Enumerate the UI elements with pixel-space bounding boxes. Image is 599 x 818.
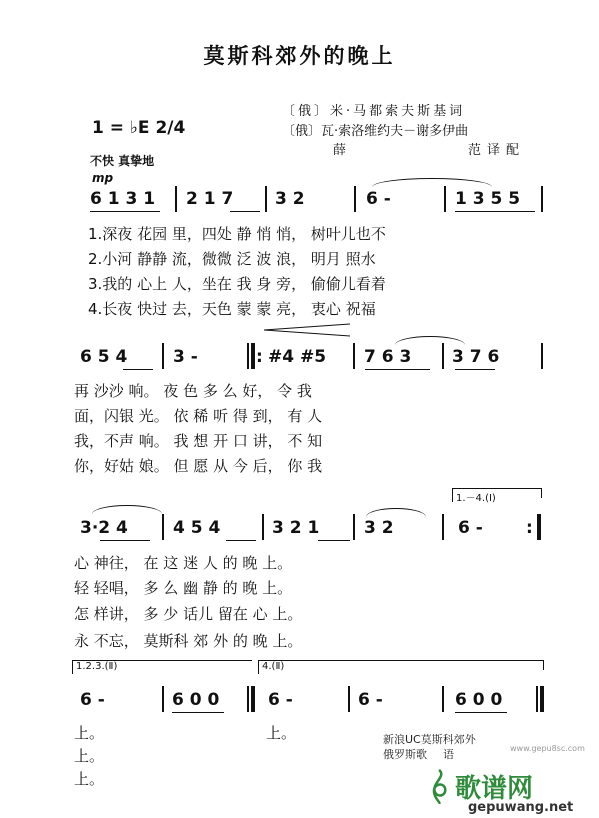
volta-bracket-label: 1.－4.(Ⅰ)	[456, 493, 496, 504]
measure-notes: 6 0 0	[455, 690, 503, 710]
measure-notes: 2 1 7	[186, 189, 234, 209]
lyric-line: 2.小河 静静 流，微微 泛 波 浪， 明月 照水	[88, 250, 376, 268]
lyric-line: 再 沙沙 响。 夜 色 多 么 好， 令 我	[74, 382, 312, 400]
watermark-line-2: 俄罗斯歌 语	[383, 748, 454, 761]
measure-notes: 4 5 4	[173, 518, 221, 538]
measure-notes: 3 7 6	[452, 347, 500, 367]
page-title: 莫斯科郊外的晚上	[203, 44, 396, 68]
dynamic-marking: mp	[92, 171, 114, 185]
lyric-line: 我，不声 响。 我 想 开 口 讲， 不 知	[74, 432, 323, 450]
measure-notes: 6 0 0	[172, 690, 220, 710]
translator-credit: 范译配	[468, 143, 526, 158]
lyric-line: 上。	[74, 724, 105, 742]
measure-notes: 6 -	[458, 518, 483, 538]
measure-notes: 6 -	[80, 690, 105, 710]
lyric-line: 3.我的 心上 人，坐在 我 身 旁， 偷偷儿看着	[88, 275, 386, 293]
site-logo: 歌谱网	[455, 774, 534, 804]
lyric-line: 4.长夜 快过 去，天色 蒙 蒙 亮， 衷心 祝福	[88, 300, 376, 318]
measure-notes: 3 -	[173, 347, 198, 367]
translator-surname: 薛	[333, 143, 347, 158]
lyric-line: 怎 样讲， 多 少 话儿 留在 心 上。	[74, 605, 303, 623]
watermark-line-1: 新浪UC莫斯科郊外	[383, 733, 476, 746]
lyricist-credit: 〔俄〕米·马都索夫斯基词	[282, 104, 466, 119]
measure-notes: 6 -	[366, 189, 391, 209]
measure-notes: 7 6 3	[364, 347, 412, 367]
measure-notes: 3 2	[275, 189, 305, 209]
measure-notes: 3 2 1	[272, 518, 320, 538]
tempo-marking: 不快 真挚地	[90, 154, 155, 168]
watermark-small: www.gepu8sc.com	[510, 744, 585, 753]
lyric-line: 永 不忘， 莫斯科 郊 外 的 晚 上。	[74, 632, 303, 650]
composer-credit: 〔俄〕瓦·索洛维约夫－谢多伊曲	[282, 124, 469, 139]
site-url: gepuwang.net	[468, 800, 574, 815]
lyric-line: 心 神往， 在 这 迷 人 的 晚 上。	[74, 554, 293, 572]
measure-notes: 6 1 3 1	[90, 189, 156, 209]
lyric-line: 面，闪银 光。 依 稀 听 得 到， 有 人	[74, 407, 323, 425]
measure-notes: 3·2 4	[80, 518, 128, 538]
volta-bracket-label: 4.(Ⅱ)	[262, 661, 285, 672]
measure-notes: 1 3 5 5	[455, 189, 521, 209]
measure-notes: 3 2	[364, 518, 394, 538]
treble-clef-icon	[423, 768, 453, 804]
lyric-line: 上。	[74, 747, 105, 765]
crescendo-mark	[262, 323, 352, 337]
lyric-line: 你，好姑 娘。 但 愿 从 今 后， 你 我	[74, 457, 323, 475]
key-signature: 1 = ♭E 2/4	[92, 118, 186, 138]
measure-notes: 6 -	[268, 690, 293, 710]
lyric-line: 1.深夜 花园 里，四处 静 悄 悄， 树叶儿也不	[88, 225, 386, 243]
lyric-line: 上。	[74, 770, 105, 788]
measure-notes: 6 5 4	[80, 347, 128, 367]
lyric-line: 轻 轻唱， 多 么 幽 静 的 晚 上。	[74, 579, 293, 597]
lyric-line: 上。	[266, 724, 297, 742]
measure-notes: 6 -	[358, 690, 383, 710]
measure-notes: #4 #5	[268, 347, 327, 367]
volta-bracket-label: 1.2.3.(Ⅱ)	[76, 661, 118, 672]
